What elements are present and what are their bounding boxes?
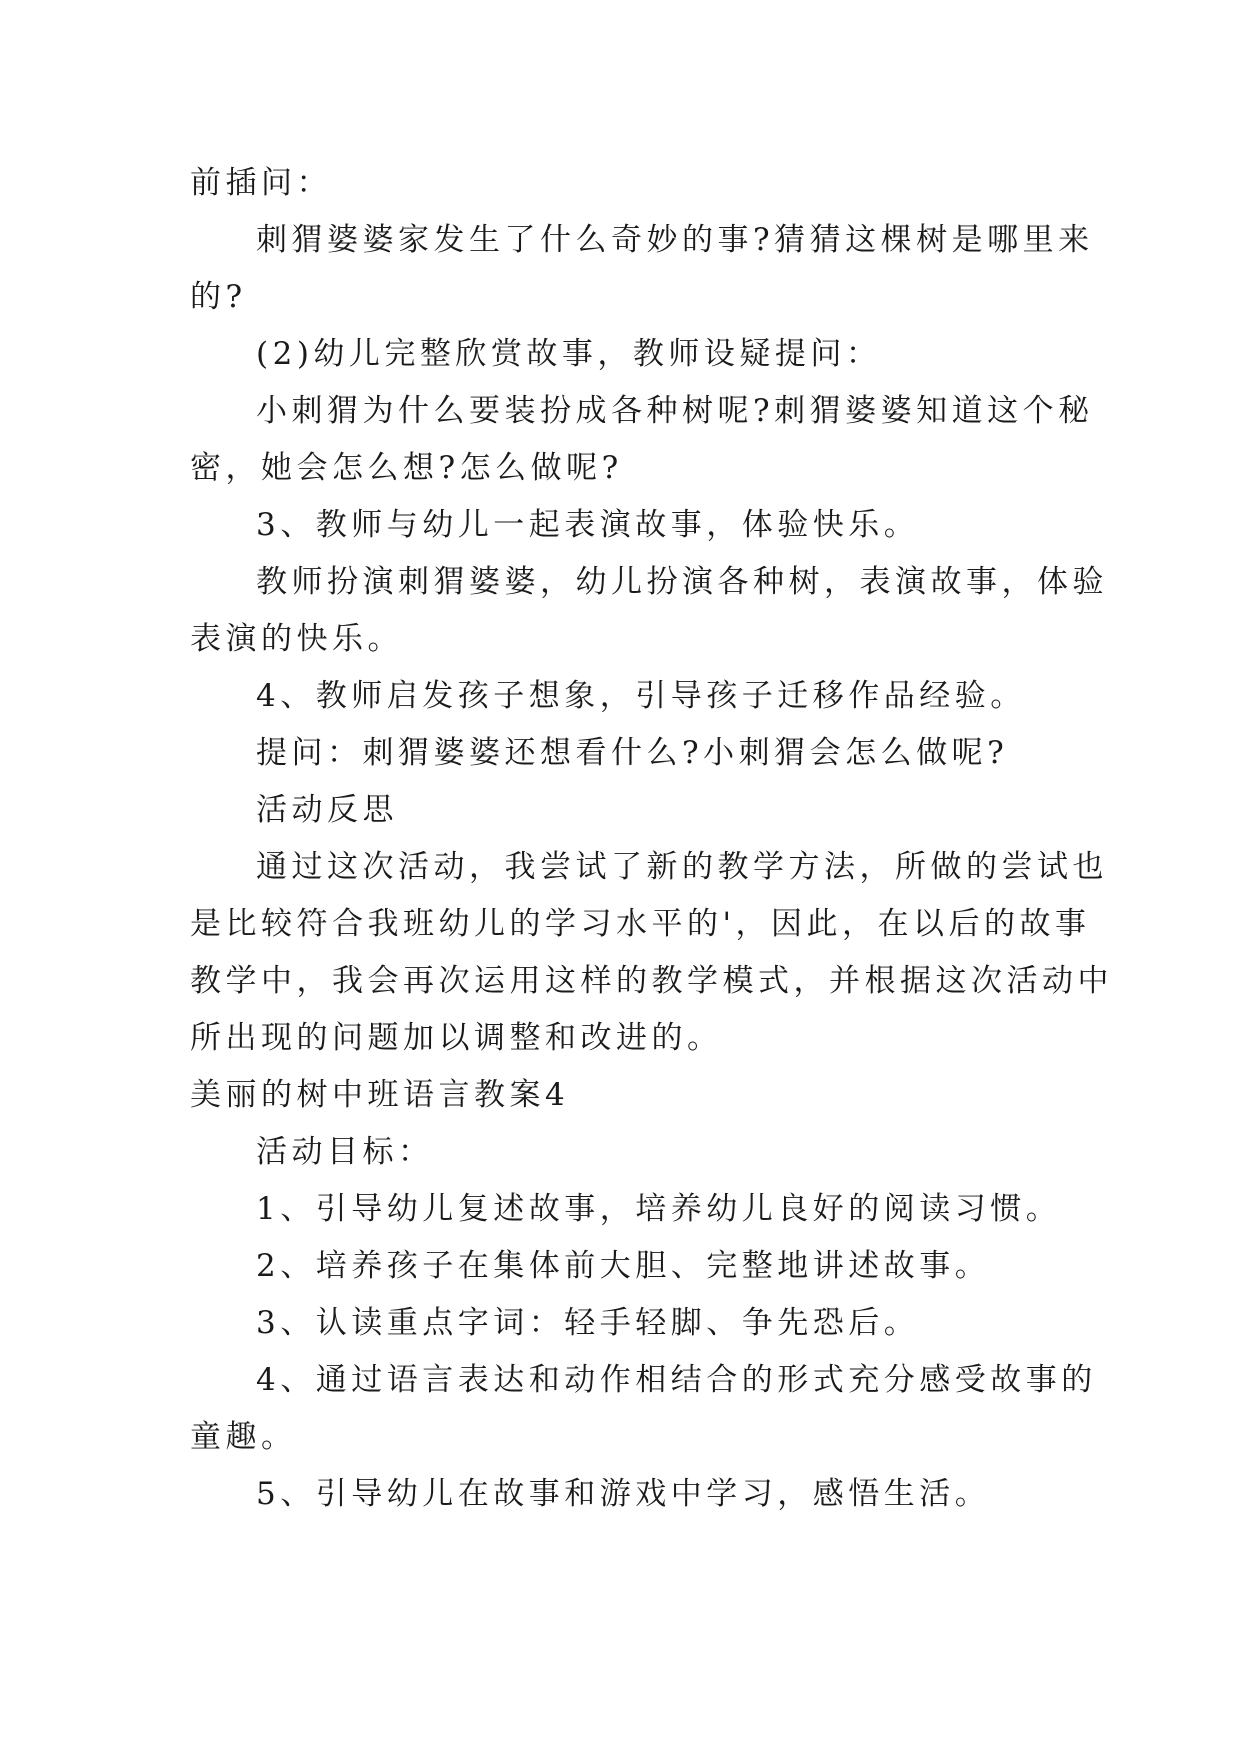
section-heading: 活动反思 — [256, 792, 398, 828]
list-item: 1、引导幼儿复述故事，培养幼儿良好的阅读习惯。 — [256, 1191, 1062, 1227]
text-line: 童趣。 — [190, 1419, 297, 1455]
list-item: 4、通过语言表达和动作相结合的形式充分感受故事的 — [256, 1362, 1097, 1398]
list-item: 2、培养孩子在集体前大胆、完整地讲述故事。 — [256, 1248, 991, 1284]
text-line: 的? — [190, 279, 247, 315]
text-line: 密，她会怎么想?怎么做呢? — [190, 450, 623, 486]
section-heading: 活动目标： — [256, 1134, 434, 1170]
text-line: 小刺猬为什么要装扮成各种树呢?刺猬婆婆知道这个秘 — [256, 393, 1094, 429]
text-line: 3、教师与幼儿一起表演故事，体验快乐。 — [256, 507, 920, 543]
text-line: 提问：刺猬婆婆还想看什么?小刺猬会怎么做呢? — [256, 735, 1009, 771]
text-line: 教师扮演刺猬婆婆，幼儿扮演各种树，表演故事，体验 — [256, 564, 1108, 600]
text-line: 是比较符合我班幼儿的学习水平的'，因此，在以后的故事 — [190, 906, 1091, 942]
text-line: 通过这次活动，我尝试了新的教学方法，所做的尝试也 — [256, 849, 1108, 885]
list-item: 3、认读重点字词：轻手轻脚、争先恐后。 — [256, 1305, 920, 1341]
text-line: 教学中，我会再次运用这样的教学模式，并根据这次活动中 — [190, 963, 1113, 999]
text-line: 所出现的问题加以调整和改进的。 — [190, 1020, 723, 1056]
document-title: 美丽的树中班语言教案4 — [190, 1077, 570, 1113]
text-line: 前插问： — [190, 165, 332, 201]
text-line: 表演的快乐。 — [190, 621, 403, 657]
list-item: 5、引导幼儿在故事和游戏中学习，感悟生活。 — [256, 1476, 991, 1512]
text-line: (2)幼儿完整欣赏故事，教师设疑提问： — [256, 336, 882, 372]
text-line: 刺猬婆婆家发生了什么奇妙的事?猜猜这棵树是哪里来 — [256, 222, 1094, 258]
text-line: 4、教师启发孩子想象，引导孩子迁移作品经验。 — [256, 678, 1026, 714]
